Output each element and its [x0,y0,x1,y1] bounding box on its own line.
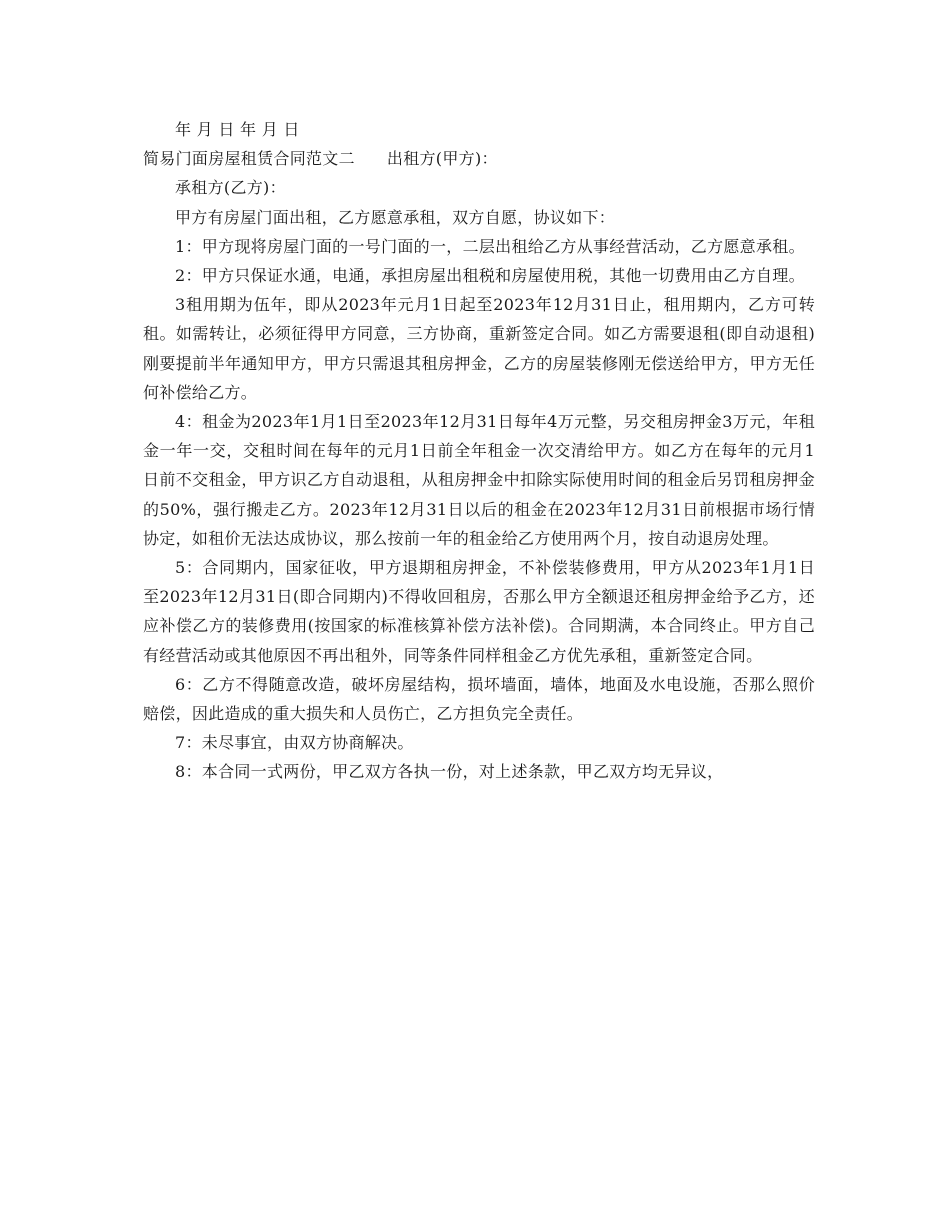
document-body [143,115,815,787]
lessor-label: 出租方(甲方)： [386,149,498,169]
clause-7: 7：未尽事宜，由双方协商解决。 [175,733,414,753]
date-line: 年 月 日 年 月 日 [175,120,300,139]
clause-4: 4：租金为2023年1月1日至2023年12月31日每年4万元整，另交租房押金3万元，年租金一年一交，交租时间在每年的元月1日前全年租金一次交清给甲方。如乙方在每年的元月1日前不交租金，甲方识乙方自动退租，从租房押金中扣除实际使用时间的租金后另罚租房押金的50%，强行搬走乙方。2023年12月31日以后的租金在2023年12月31日前根据市场行情协定，如租价无法达成协议，那么按前一年的租金给乙方使用两个月，按自动退房处理。 [143,412,815,548]
clause-5: 5：合同期内，国家征收，甲方退期租房押金，不补偿装修费用，甲方从2023年1月1日至2023年12月31日(即合同期内)不得收回租房，否那么甲方全额退还租房押金给予乙方，还应补偿乙方的装修费用(按国家的标准核算补偿方法补偿)。合同期满，本合同终止。甲方自己有经营活动或其他原因不再出租外，同等条件同样租金乙方优先承租，重新签定合同。 [143,558,815,665]
clause-3: 3租用期为伍年，即从2023年元月1日起至2023年12月31日止，租用期内，乙方可转租。如需转让，必须征得甲方同意，三方协商，重新签定合同。如乙方需要退租(即自动退租)刚要提前半年通知甲方，甲方只需退其租房押金，乙方的房屋装修刚无偿送给甲方，甲方无任何补偿给乙方。 [143,295,815,402]
clause-6: 6：乙方不得随意改造，破坏房屋结构，损坏墙面，墙体，地面及水电设施，否那么照价赔偿，因此造成的重大损失和人员伤亡，乙方担负完全责任。 [143,674,815,724]
clause-2: 2：甲方只保证水通，电通，承担房屋出租税和房屋使用税，其他一切费用由乙方自理。 [175,266,805,286]
contract-title: 简易门面房屋租赁合同范文二 [143,149,355,169]
clause-8: 8：本合同一式两份，甲乙双方各执一份，对上述条款，甲乙双方均无异议， [175,762,724,782]
clause-1: 1：甲方现将房屋门面的一号门面的一，二层出租给乙方从事经营活动，乙方愿意承租。 [175,236,805,256]
intro-paragraph: 甲方有房屋门面出租，乙方愿意承租，双方自愿，协议如下： [175,207,616,227]
lessee-label: 承租方(乙方)： [175,178,286,198]
title-line [143,144,815,173]
